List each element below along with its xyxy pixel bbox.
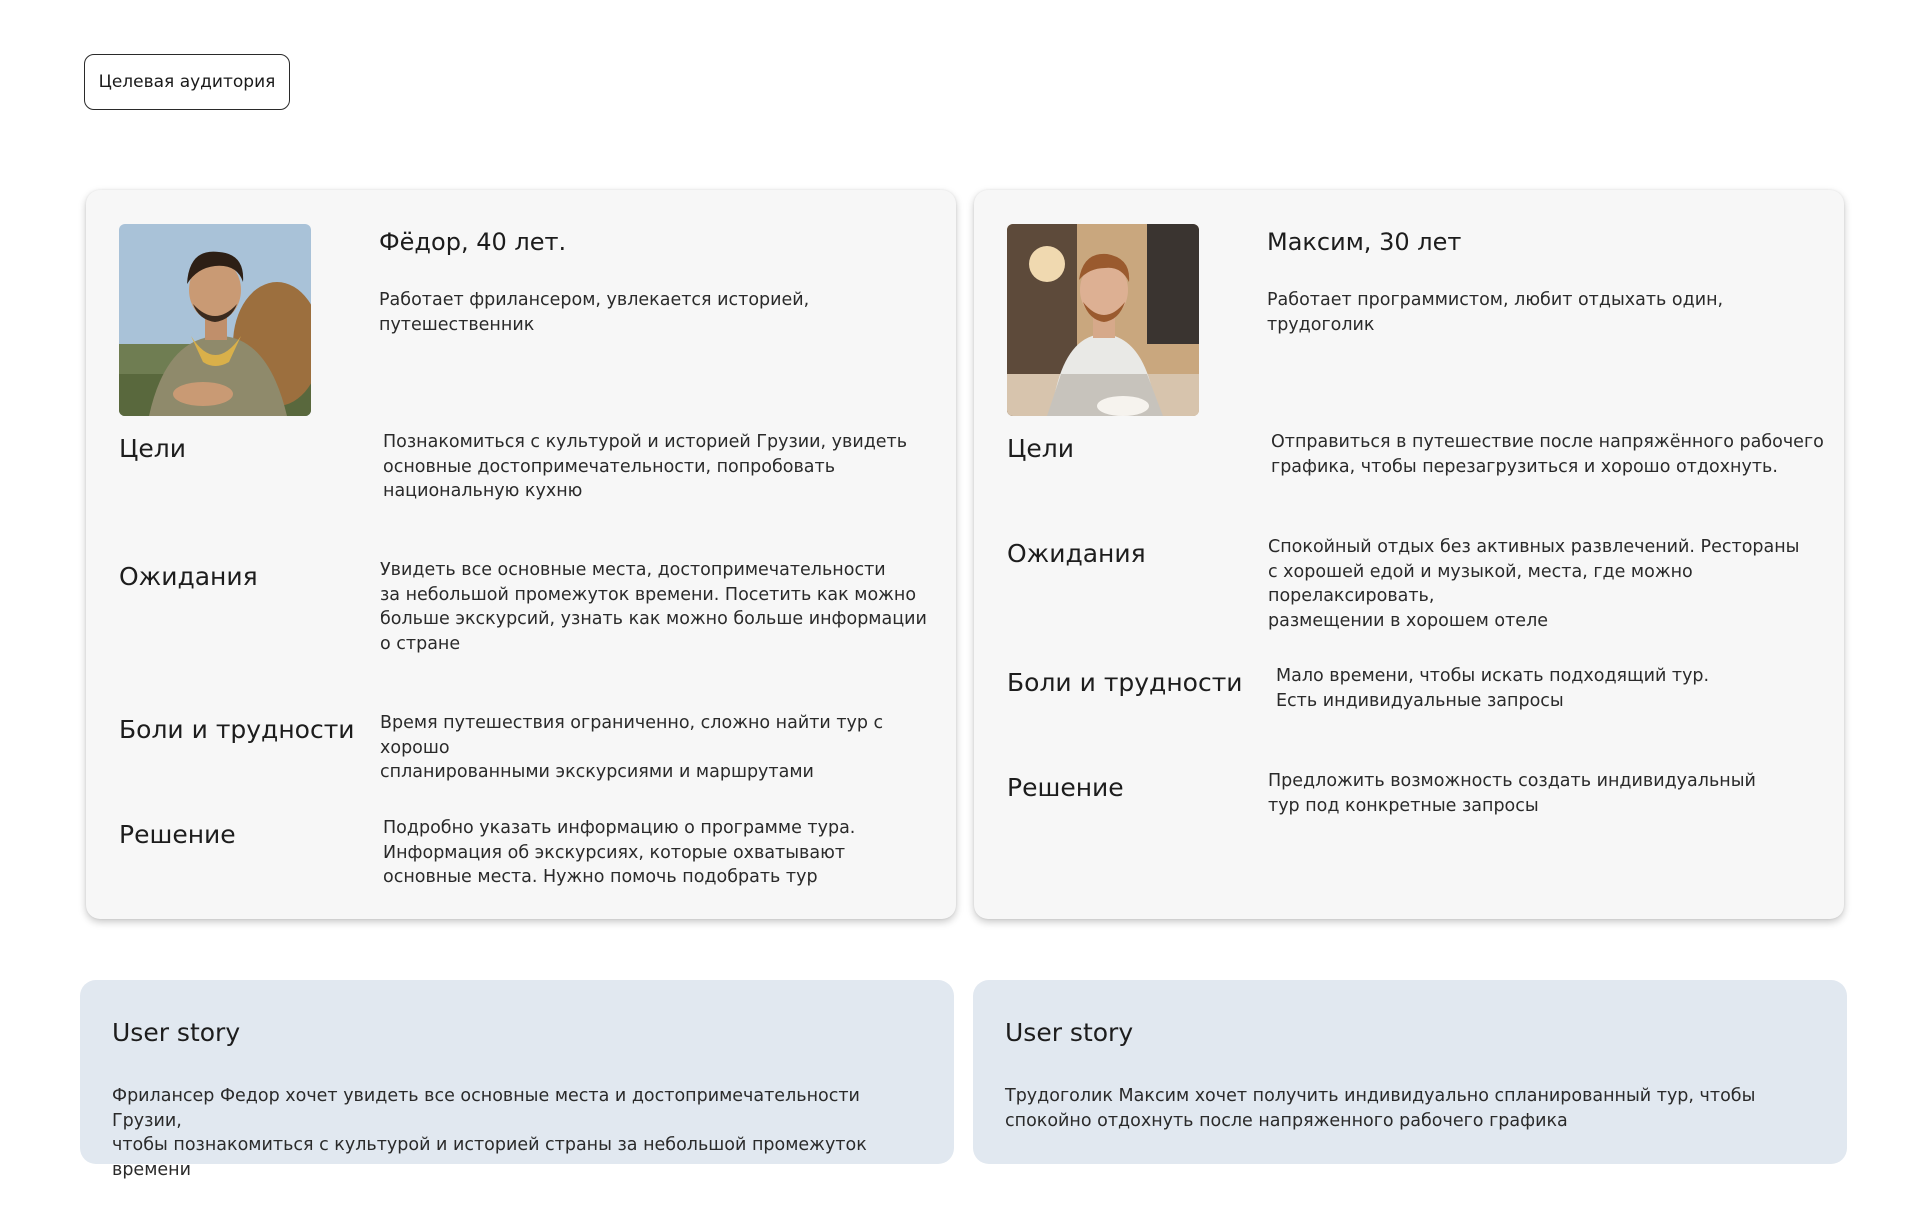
section-label-expectations: Ожидания [119, 562, 258, 591]
user-story-text: Трудоголик Максим хочет получить индивидуально спланированный тур, чтобы спокойно отдохнуть после напряженного рабочего графика [1005, 1086, 1756, 1131]
section-text-expectations: Спокойный отдых без активных развлечений. Рестораны с хорошей едой и музыкой, места, где можно порелаксировать, размещении в хорошем отеле [1268, 537, 1800, 631]
user-story-title: User story [112, 1018, 241, 1047]
section-label-solution: Решение [119, 820, 236, 849]
section-label-goals: Цели [1007, 434, 1075, 463]
section-text-pains: Время путешествия ограниченно, сложно найти тур с хорошо спланированными экскурсиями и маршрутами [380, 713, 884, 782]
user-story-card-maksim [973, 980, 1847, 1164]
user-story-text: Фрилансер Федор хочет увидеть все основные места и достопримечательности Грузии, чтобы познакомиться с культурой и историей страны за небольшой промежуток времени [112, 1086, 867, 1180]
section-label-pains: Боли и трудности [1007, 668, 1243, 697]
section-label-goals: Цели [119, 434, 187, 463]
section-text-solution: Подробно указать информацию о программе тура. Информация об экскурсиях, которые охватывают основные места. Нужно помочь подобрать тур [383, 818, 856, 887]
section-text-goals: Отправиться в путешествие после напряжённого рабочего графика, чтобы перезагрузиться и хорошо отдохнуть. [1271, 432, 1824, 477]
section-text-expectations: Увидеть все основные места, достопримечательности за небольшой промежуток времени. Посетить как можно больше экскурсий, узнать как можно больше информации о стране [380, 560, 927, 654]
section-label-solution: Решение [1007, 773, 1124, 802]
persona-photo-maksim [1007, 224, 1199, 416]
persona-name: Фёдор, 40 лет. [379, 228, 567, 256]
persona-name: Максим, 30 лет [1267, 228, 1462, 256]
section-text-goals: Познакомиться с культурой и историей Грузии, увидеть основные достопримечательности, попробовать национальную кухню [383, 432, 908, 501]
persona-photo-fedor [119, 224, 311, 416]
persona-card-fedor [86, 190, 956, 919]
section-label-pains: Боли и трудности [119, 715, 355, 744]
section-label-expectations: Ожидания [1007, 539, 1146, 568]
target-audience-tag[interactable]: Целевая аудитория [84, 54, 290, 110]
section-text-pains: Мало времени, чтобы искать подходящий тур. Есть индивидуальные запросы [1276, 666, 1710, 711]
section-text-solution: Предложить возможность создать индивидуальный тур под конкретные запросы [1268, 771, 1756, 816]
user-story-title: User story [1005, 1018, 1134, 1047]
persona-intro: Работает фрилансером, увлекается историей, путешественник [379, 290, 810, 335]
persona-intro: Работает программистом, любит отдыхать один, трудоголик [1267, 290, 1724, 335]
user-story-card-fedor [80, 980, 954, 1180]
persona-card-maksim [974, 190, 1844, 919]
